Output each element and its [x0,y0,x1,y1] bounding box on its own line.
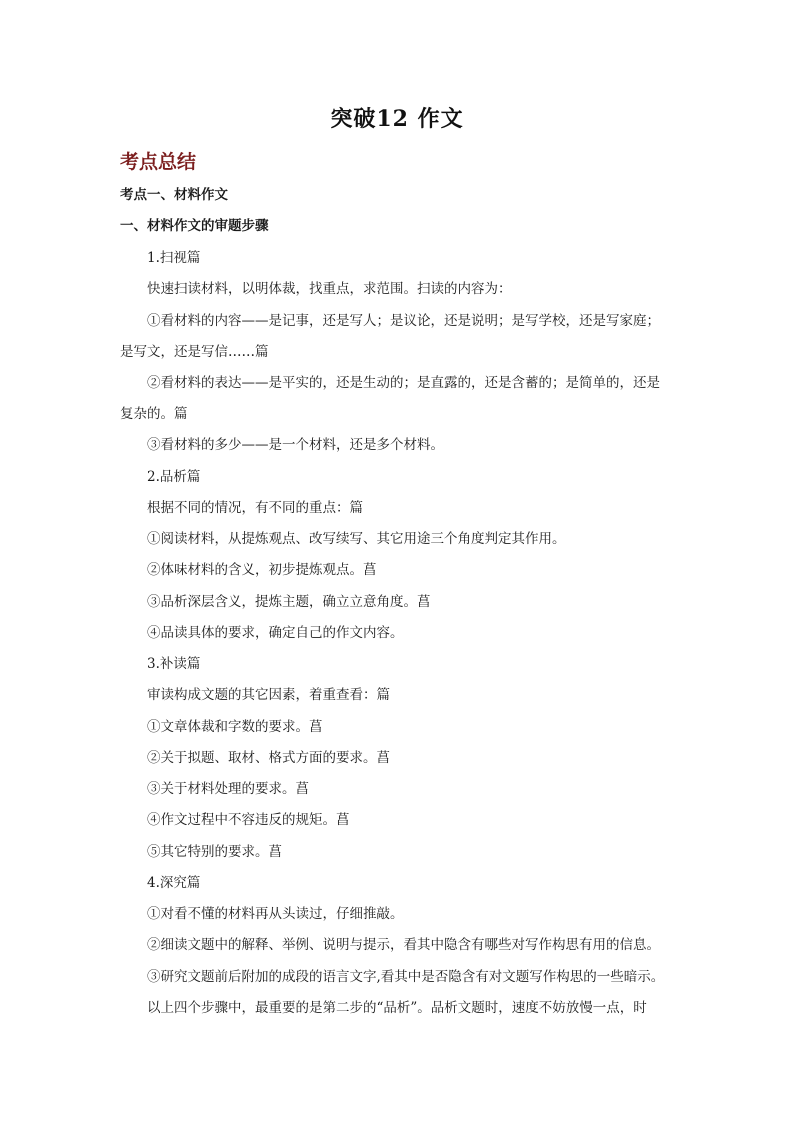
step3-item4: ④作文过程中不容违反的规矩。菖 [147,812,350,828]
step3-item2: ②关于拟题、取材、格式方面的要求。菖 [147,750,390,766]
step3-item3: ③关于材料处理的要求。菖 [147,781,309,797]
topic-heading: 考点一、材料作文 [120,187,228,203]
step2-item3: ③品析深层含义，提炼主题，确立立意角度。菖 [147,594,431,610]
step1-item1-line1: ①看材料的内容——是记事，还是写人；是议论，还是说明；是写学校，还是写家庭； [147,313,660,329]
step1-item2-line2: 复杂的。篇 [120,406,188,422]
step3-intro: 审读构成文题的其它因素，着重查看：篇 [147,687,390,703]
step4-item3: ③研究文题前后附加的成段的语言文字,看其中是否隐含有对文题写作构思的一些暗示。 [147,969,665,985]
step2-item4: ④品读具体的要求，确定自己的作文内容。 [147,625,404,641]
step1-item2-line1: ②看材料的表达——是平实的，还是生动的；是直露的，还是含蓄的；是简单的，还是 [147,375,660,391]
step2-intro: 根据不同的情况，有不同的重点：篇 [147,500,363,516]
step4-label: 4.深究篇 [147,875,201,891]
step1-item1-line2: 是写文，还是写信……篇 [120,344,269,360]
step1-label: 1.扫视篇 [147,250,201,266]
step3-item5: ⑤其它特别的要求。菖 [147,844,282,860]
step3-item1: ①文章体裁和字数的要求。菖 [147,719,323,735]
step4-item2: ②细读文题中的解释、举例、说明与提示，看其中隐含有哪些对写作构思有用的信息。 [147,937,660,953]
step1-intro: 快速扫读材料，以明体裁，找重点，求范围。扫读的内容为： [147,281,512,297]
step2-item2: ②体味材料的含义，初步提炼观点。菖 [147,562,377,578]
summary-paragraph: 以上四个步骤中，最重要的是第二步的“品析”。品析文题时，速度不妨放慢一点，时 [147,1000,647,1016]
step2-label: 2.品析篇 [147,469,201,485]
step4-item1: ①对看不懂的材料再从头读过，仔细推敲。 [147,906,404,922]
step3-label: 3.补读篇 [147,656,201,672]
subheading: 一、材料作文的审题步骤 [120,218,269,234]
section-heading: 考点总结 [120,151,197,173]
page-title: 突破12 作文 [330,106,464,132]
step1-item3: ③看材料的多少——是一个材料，还是多个材料。 [147,437,444,453]
step2-item1: ①阅读材料，从提炼观点、改写续写、其它用途三个角度判定其作用。 [147,531,566,547]
